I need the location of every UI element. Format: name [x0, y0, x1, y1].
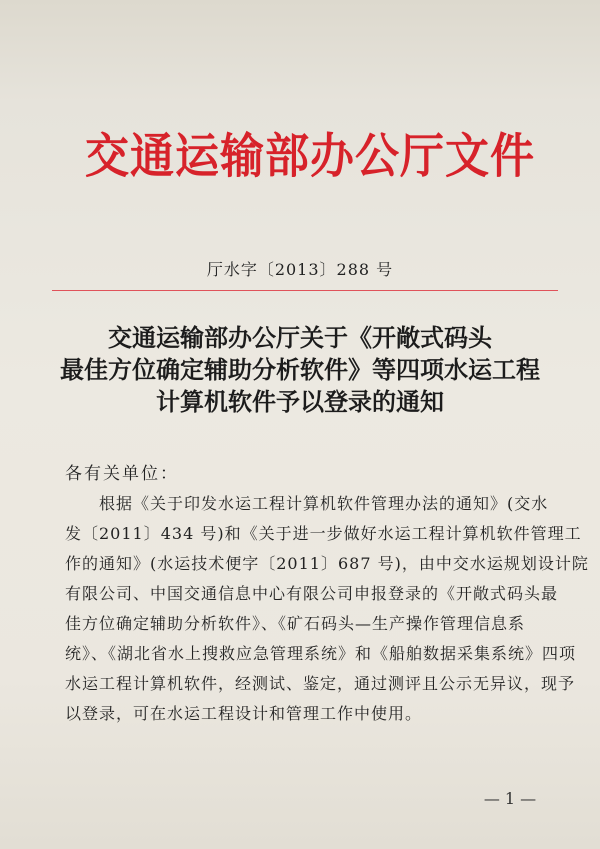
notice-title-line: 最佳方位确定辅助分析软件》等四项水运工程	[60, 355, 540, 384]
body-line: 统》、《湖北省水上搜救应急管理系统》和《船舶数据采集系统》四项	[65, 644, 577, 663]
salutation: 各有关单位：	[65, 464, 179, 484]
document-number: 厅水字〔2013〕288 号	[206, 260, 394, 279]
body-line: 作的通知》(水运技术便字〔2011〕687 号)，由中交水运规划设计院	[65, 554, 589, 573]
body-line: 水运工程计算机软件，经测试、鉴定，通过测评且公示无异议，现予	[65, 674, 576, 693]
body-line: 以登录，可在水运工程设计和管理工作中使用。	[65, 704, 423, 723]
red-divider-line	[52, 290, 558, 291]
notice-title-line: 计算机软件予以登录的通知	[156, 387, 444, 416]
body-text	[65, 489, 589, 729]
document-header-title: 交通运输部办公厅文件	[85, 129, 535, 185]
page-number: — 1 —	[483, 789, 537, 808]
body-line: 发〔2011〕434 号)和《关于进一步做好水运工程计算机软件管理工	[65, 524, 582, 543]
notice-title	[0, 322, 600, 418]
notice-title-line: 交通运输部办公厅关于《开敞式码头	[108, 323, 492, 352]
body-line: 佳方位确定辅助分析软件》、《矿石码头—生产操作管理信息系	[65, 614, 526, 633]
body-line: 根据《关于印发水运工程计算机软件管理办法的通知》(交水	[65, 494, 549, 513]
body-line: 有限公司、中国交通信息中心有限公司申报登录的《开敞式码头最	[65, 584, 559, 603]
